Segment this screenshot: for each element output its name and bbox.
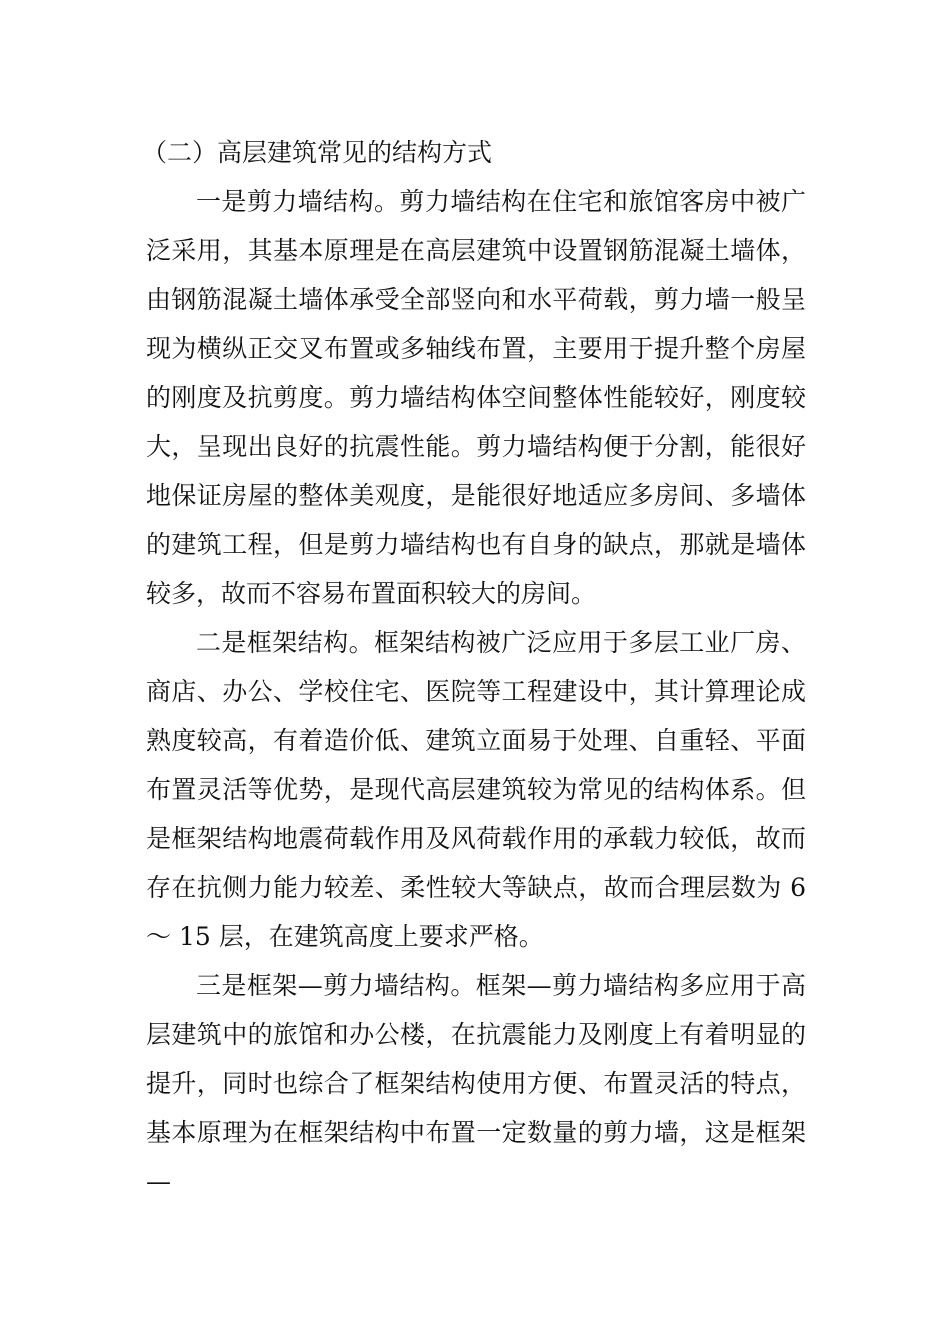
- paragraph-shear-wall: 一是剪力墙结构。剪力墙结构在住宅和旅馆客房中被广泛采用，其基本原理是在高层建筑中设置钢筋混凝土墙体，由钢筋混凝土墙体承受全部竖向和水平荷载，剪力墙一般呈现为横纵正交叉布置或多轴线布置，主要用于提升整个房屋的刚度及抗剪度。剪力墙结构体空间整体性能较好，刚度较大，呈现出良好的抗震性能。剪力墙结构便于分割，能很好地保证房屋的整体美观度，是能很好地适应多房间、多墙体的建筑工程，但是剪力墙结构也有自身的缺点，那就是墙体较多，故而不容易布置面积较大的房间。: [146, 187, 806, 608]
- paragraph-frame-shear-wall: 三是框架—剪力墙结构。框架—剪力墙结构多应用于高层建筑中的旅馆和办公楼，在抗震能力及刚度上有着明显的提升，同时也综合了框架结构使用方便、布置灵活的特点，基本原理为在框架结构中布置一定数量的剪力墙，这是框架—: [146, 971, 806, 1196]
- section-heading: （二）高层建筑常见的结构方式: [142, 138, 493, 167]
- document-body: [142, 128, 806, 1206]
- paragraph-frame: 二是框架结构。框架结构被广泛应用于多层工业厂房、商店、办公、学校住宅、医院等工程建设中，其计算理论成熟度较高，有着造价低、建筑立面易于处理、自重轻、平面布置灵活等优势，是现代高层建筑较为常见的结构体系。但是框架结构地震荷载作用及风荷载作用的承载力较低，故而存在抗侧力能力较差、柔性较大等缺点，故而合理层数为 6 ～ 15 层，在建筑高度上要求严格。: [146, 628, 806, 951]
